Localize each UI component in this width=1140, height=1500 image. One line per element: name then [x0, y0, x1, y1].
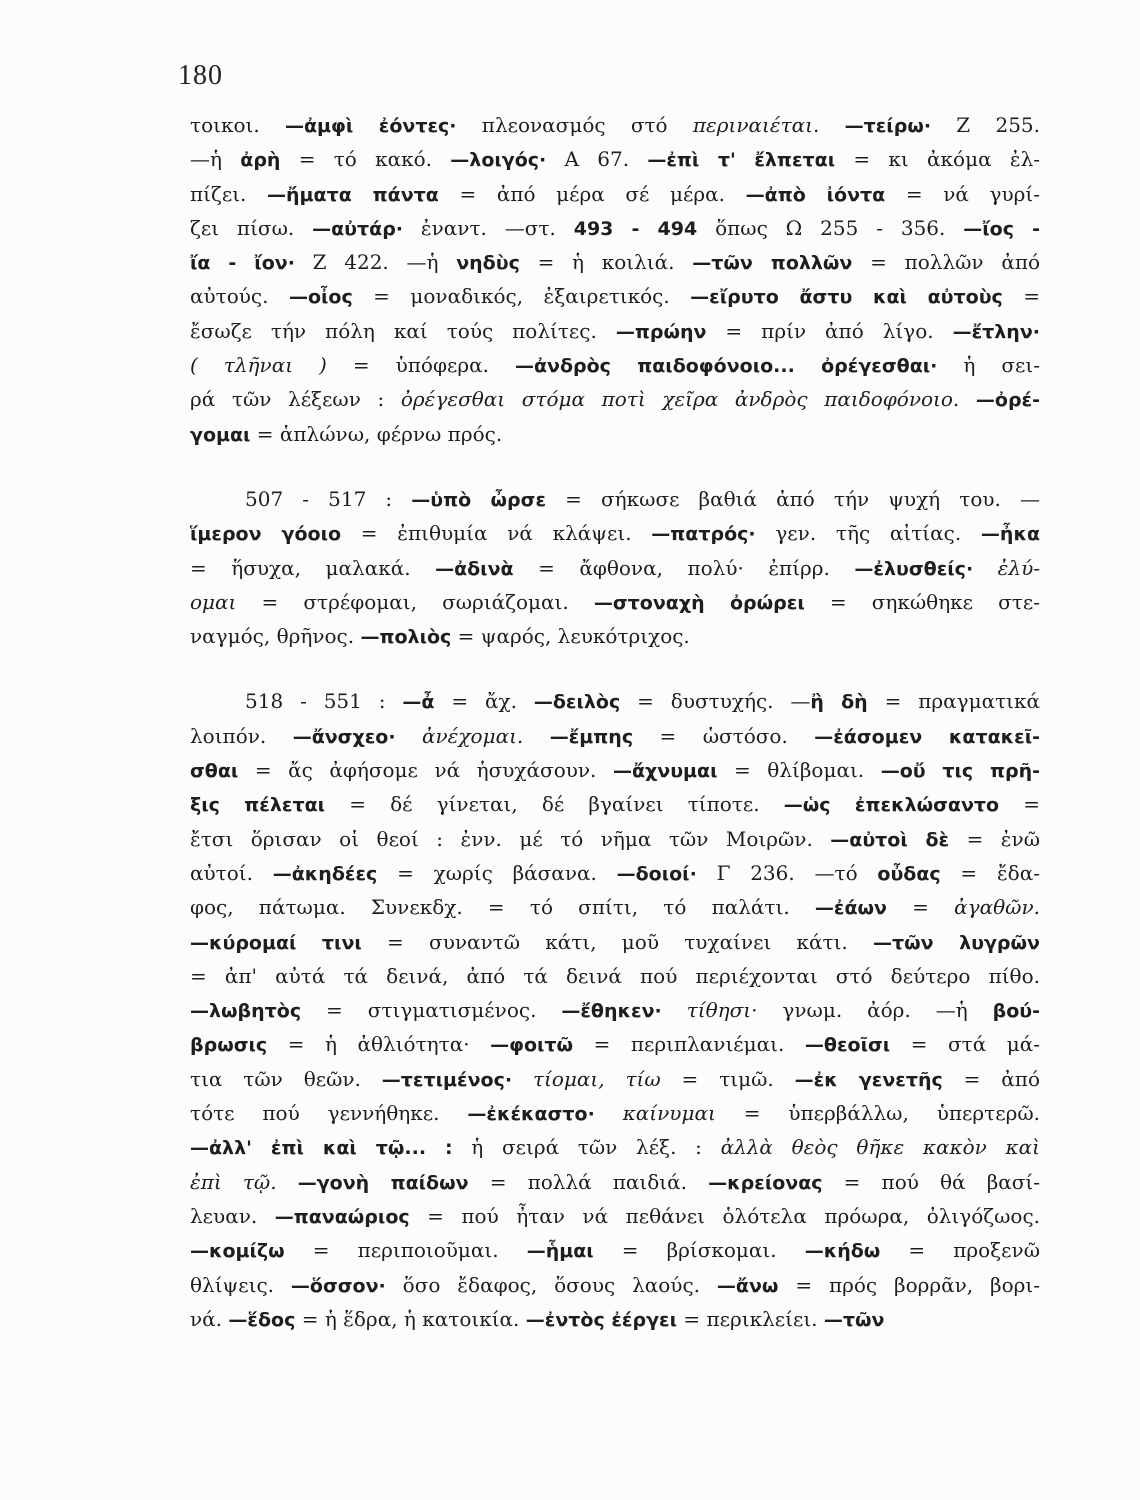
gloss-text: ἡ σειρά τῶν λέξ. :: [452, 1135, 721, 1160]
paragraph-gap: [190, 451, 1040, 482]
text-line: [190, 1233, 1040, 1267]
gloss-text: 518 - 551 :: [245, 689, 403, 714]
gloss-text: = κι ἀκόμα ἐλ-: [835, 147, 1040, 172]
text-line: [190, 1302, 1040, 1336]
gloss-text: = περιποιοῦμαι.: [284, 1238, 527, 1263]
gloss-text: [595, 1101, 623, 1125]
gloss-text: ἐναντ. —στ.: [403, 215, 574, 240]
lemma-term: —ἐπὶ τ' ἔλπεται: [647, 149, 836, 172]
gloss-text: =: [886, 895, 955, 920]
text-line: [190, 684, 1040, 718]
lemma-term: —ὀρέ-: [975, 389, 1040, 412]
gloss-text: = δυστυχής. —: [620, 689, 811, 714]
lemma-term: —παναώριος: [274, 1205, 410, 1228]
gloss-text: = στιγματισμένος.: [301, 998, 562, 1023]
text-line: [190, 279, 1040, 313]
lemma-term: —ἔμπης: [549, 725, 634, 748]
text-line: [190, 787, 1040, 821]
lemma-term: —ἀνδρὸς παιδοφόνοιο... ὀρέγεσθαι·: [514, 355, 938, 378]
gloss-text: = ἀπό: [942, 1066, 1040, 1091]
italic-text: περιναιέται.: [692, 113, 820, 137]
gloss-text: = ἄχ.: [434, 689, 534, 714]
italic-text: ἐπὶ τῷ.: [190, 1169, 277, 1194]
lemma-term: οὖδας: [877, 862, 941, 885]
gloss-text: πίζει.: [190, 181, 268, 206]
lemma-term: —στοναχὴ ὀρώρει: [593, 591, 805, 614]
italic-text: τίθησι·: [686, 998, 758, 1023]
gloss-text: αὐτοί.: [190, 860, 273, 885]
lemma-term: —ἀλλ' ἐπὶ καὶ τῷ... :: [190, 1137, 453, 1160]
text-line: [190, 585, 1040, 619]
gloss-text: ἔτσι ὅρισαν οἱ θεοί : ἐνν. μέ τό νῆμα τῶν Μοιρῶν.: [190, 826, 831, 851]
gloss-text: =: [1002, 284, 1040, 309]
gloss-text: Ζ 255.: [931, 113, 1040, 137]
text-line: [190, 1199, 1040, 1233]
lemma-term: —εἴρυτο ἄστυ καὶ αὐτοὺς: [690, 286, 1003, 309]
gloss-text: τότε πού γεννήθηκε.: [190, 1101, 468, 1126]
gloss-text: = πού ἦταν νά πεθάνει ὁλότελα πρόωρα, ὀλιγόζωος.: [409, 1203, 1040, 1228]
gloss-text: = σηκώθηκε στε-: [804, 589, 1040, 614]
italic-text: ἐλύ-: [997, 555, 1040, 580]
gloss-text: = πού θά βασί-: [822, 1169, 1040, 1194]
lemma-term: —λοιγός·: [450, 149, 547, 172]
lemma-term: —ἐάσομεν κατακεῖ-: [814, 725, 1040, 748]
gloss-text: = νά γυρί-: [885, 181, 1040, 206]
text-line: [190, 348, 1040, 382]
page-number: 180: [178, 60, 223, 91]
lemma-term: —ἆ: [402, 691, 435, 714]
italic-text: ἀνέχομαι.: [422, 723, 524, 748]
lemma-term: —ἐάων: [814, 897, 887, 920]
lemma-term: —κήδω: [804, 1240, 881, 1263]
gloss-text: = ἀπό μέρα σέ μέρα.: [438, 181, 746, 206]
gloss-text: ἔσωζε τήν πόλη καί τούς πολίτες.: [190, 318, 616, 343]
gloss-text: = μοναδικός, ἐξαιρετικός.: [352, 284, 691, 309]
text-line: [190, 1268, 1040, 1302]
text-line: [190, 925, 1040, 959]
gloss-text: τια τῶν θεῶν.: [190, 1066, 382, 1091]
gloss-text: = ἐνῶ: [949, 826, 1040, 851]
italic-text: τίομαι, τίω: [532, 1066, 661, 1091]
lemma-term: —λωβητὸς: [190, 1000, 302, 1023]
lemma-term: —τῶν: [823, 1308, 885, 1331]
gloss-text: = στρέφομαι, σωριάζομαι.: [236, 589, 594, 614]
text-line: [190, 382, 1040, 416]
lemma-term: —φοιτῶ: [490, 1034, 574, 1057]
gloss-text: = ἀπ' αὐτά τά δεινά, ἀπό τά δεινά πού περιέχονται στό δεύτερο πίθο.: [190, 963, 1040, 988]
lemma-term: —ὑπὸ ὦρσε: [411, 488, 547, 511]
lemma-term: —ἔτλην·: [952, 320, 1040, 343]
lemma-term: σθαι: [190, 760, 239, 783]
lemma-term: —γονὴ παίδων: [297, 1171, 469, 1194]
text-line: [190, 1062, 1040, 1096]
gloss-text: —ἡ: [190, 147, 241, 172]
gloss-text: γεν. τῆς αἰτίας.: [755, 521, 981, 546]
gloss-text: = ἡ ἕδρα, ἡ κατοικία.: [295, 1306, 526, 1331]
commentary-text: [190, 108, 1040, 1336]
gloss-text: [523, 724, 549, 748]
lemma-term: —αὐτάρ·: [312, 217, 404, 240]
italic-text: καίνυμαι: [622, 1101, 716, 1126]
gloss-text: = ὑπερβάλλω, ὑπερτερῶ.: [715, 1101, 1040, 1126]
text-line: [190, 551, 1040, 585]
gloss-text: φος, πάτωμα. Συνεκδχ. = τό σπίτι, τό παλάτι.: [190, 895, 815, 920]
lemma-term: γομαι: [190, 423, 251, 446]
lemma-term: —θεοῖσι: [804, 1034, 891, 1057]
text-line: [190, 516, 1040, 550]
gloss-text: = ἄς ἀφήσομε νά ἡσυχάσουν.: [238, 758, 613, 783]
text-line: [190, 1165, 1040, 1199]
text-line: [190, 1027, 1040, 1061]
gloss-text: νά.: [190, 1306, 229, 1331]
lemma-term: —τείρω·: [844, 115, 932, 137]
lemma-term: —ὡς ἐπεκλώσαντο: [783, 794, 1000, 817]
text-line: [190, 108, 1040, 142]
gloss-text: [512, 1067, 533, 1091]
text-line: [190, 822, 1040, 856]
italic-text: ομαι: [190, 589, 237, 614]
gloss-text: = ὡστόσο.: [633, 723, 815, 748]
lemma-term: —πατρός·: [651, 523, 756, 546]
gloss-text: = ἐπιθυμία νά κλάψει.: [341, 521, 652, 546]
gloss-text: λοιπόν.: [190, 723, 293, 748]
lemma-term: —δειλὸς: [533, 691, 621, 714]
gloss-text: = ἄφθονα, πολύ· ἐπίρρ.: [513, 555, 855, 580]
text-line: [190, 1096, 1040, 1130]
gloss-text: πλεονασμός στό: [456, 113, 693, 137]
italic-text: ὀρέγεσθαι στόμα ποτὶ χεῖρα ἀνδρὸς παιδοφόνοιο.: [400, 387, 960, 412]
gloss-text: = στά μά-: [890, 1032, 1040, 1057]
gloss-text: =: [999, 792, 1040, 817]
gloss-text: Γ 236. —τό: [696, 860, 878, 885]
lemma-term: —οὔ τις πρῆ-: [880, 760, 1040, 783]
gloss-text: ζει πίσω.: [190, 215, 313, 240]
lemma-term: ἀρὴ: [240, 149, 281, 172]
gloss-text: = πρίν ἀπό λίγο.: [706, 318, 953, 343]
lemma-term: —ἀκηδέες: [272, 862, 378, 885]
gloss-text: θλίψεις.: [190, 1272, 291, 1297]
text-line: [190, 142, 1040, 176]
gloss-text: [396, 724, 422, 748]
paragraph-gap: [190, 653, 1040, 684]
gloss-text: αὐτούς.: [190, 284, 289, 309]
gloss-text: [819, 113, 844, 137]
gloss-text: = πραγματικά: [867, 689, 1040, 714]
gloss-text: Ζ 422. —ἡ: [294, 250, 457, 275]
text-line: [190, 619, 1040, 653]
lemma-term: —ἕδος: [228, 1308, 296, 1331]
text-line: [190, 1130, 1040, 1164]
italic-text: ( τλῆναι ): [190, 353, 327, 378]
gloss-text: = ἥσυχα, μαλακά.: [190, 555, 436, 580]
gloss-text: = ἡ κοιλιά.: [519, 250, 693, 275]
gloss-text: = προξενῶ: [880, 1238, 1040, 1263]
lemma-term: βρωσις: [190, 1034, 268, 1057]
lemma-term: —ἤματα πάντα: [267, 183, 439, 206]
lemma-term: ἴα - ἴον·: [190, 252, 295, 275]
gloss-text: λευαν.: [190, 1203, 275, 1228]
text-line: [190, 993, 1040, 1027]
gloss-text: = τιμῶ.: [660, 1066, 795, 1091]
text-line: [190, 890, 1040, 924]
lemma-term: —αὐτοὶ δὲ: [830, 828, 950, 851]
lemma-term: —οἶος: [288, 286, 353, 309]
lemma-term: βού-: [992, 1000, 1040, 1023]
gloss-text: = ὑπόφερα.: [326, 353, 515, 378]
text-line: [190, 245, 1040, 279]
text-line: [190, 719, 1040, 753]
lemma-term: —τῶν πολλῶν: [692, 252, 853, 275]
text-line: [190, 856, 1040, 890]
lemma-term: —κρείονας: [708, 1171, 823, 1194]
lemma-term: 493 - 494: [573, 217, 698, 240]
lemma-term: —ἐκέκαστο·: [467, 1103, 595, 1126]
lemma-term: —ἄνω: [716, 1274, 779, 1297]
lemma-term: νηδὺς: [456, 252, 520, 275]
lemma-term: —κύρομαί τινι: [190, 931, 362, 954]
gloss-text: = πρός βορρᾶν, βορι-: [778, 1272, 1040, 1297]
italic-text: ἀλλὰ θεὸς θῆκε κακὸν καὶ: [720, 1135, 1040, 1160]
lemma-term: —ὅσσον·: [290, 1274, 386, 1297]
gloss-text: ρά τῶν λέξεων :: [190, 387, 401, 412]
gloss-text: = σήκωσε βαθιά ἀπό τήν ψυχή του. —: [546, 486, 1040, 511]
gloss-text: ὅσο ἔδαφος, ὅσους λαούς.: [385, 1272, 717, 1297]
gloss-text: [662, 998, 687, 1022]
gloss-text: 507 - 517 :: [245, 486, 412, 511]
gloss-text: = περικλείει.: [677, 1306, 824, 1331]
lemma-term: —τετιμένος·: [381, 1068, 513, 1091]
text-line: [190, 753, 1040, 787]
lemma-term: —δοιοί·: [616, 862, 697, 885]
gloss-text: = περιπλανιέμαι.: [573, 1032, 805, 1057]
gloss-text: [277, 1170, 298, 1194]
lemma-term: —ἐκ γενετῆς: [794, 1068, 943, 1091]
gloss-text: τοικοι.: [190, 113, 285, 137]
gloss-text: ἡ σει-: [937, 353, 1040, 378]
lemma-term: —ἄνσχεο·: [292, 725, 396, 748]
lemma-term: —τῶν λυγρῶν: [873, 931, 1040, 954]
text-line: [190, 417, 1040, 451]
lemma-term: —ἀμφὶ ἐόντες·: [284, 115, 457, 137]
gloss-text: = συναντῶ κάτι, μοῦ τυχαίνει κάτι.: [361, 929, 874, 954]
lemma-term: —ἐλυσθείς·: [854, 557, 974, 580]
text-line: [190, 211, 1040, 245]
gloss-text: ναγμός, θρῆνος.: [190, 624, 361, 649]
lemma-term: —ἀπὸ ἰόντα: [745, 183, 886, 206]
gloss-text: = πολλῶν ἀπό: [852, 250, 1040, 275]
lemma-term: —ἧμαι: [526, 1240, 594, 1263]
lemma-term: —κομίζω: [190, 1240, 285, 1263]
text-line: [190, 959, 1040, 993]
lemma-term: —πρώην: [615, 320, 707, 343]
lemma-term: —ἴος -: [963, 217, 1040, 240]
lemma-term: ἵμερον γόοιο: [190, 523, 342, 546]
gloss-text: = θλίβομαι.: [717, 758, 881, 783]
lemma-term: —ἦκα: [980, 523, 1040, 546]
gloss-text: = πολλά παιδιά.: [468, 1169, 709, 1194]
gloss-text: Α 67.: [546, 147, 648, 172]
text-line: [190, 177, 1040, 211]
gloss-text: [959, 387, 976, 411]
gloss-text: = χωρίς βάσανα.: [377, 860, 617, 885]
lemma-term: —ἐντὸς ἐέργει: [525, 1308, 678, 1331]
text-line: [190, 482, 1040, 516]
gloss-text: = τό κακό.: [280, 147, 451, 172]
italic-text: ἀγαθῶν.: [954, 895, 1040, 920]
gloss-text: = ψαρός, λευκότριχος.: [451, 624, 690, 649]
lemma-term: —ἔθηκεν·: [561, 1000, 662, 1023]
gloss-text: γνωμ. ἀόρ. —ἡ: [757, 998, 993, 1023]
lemma-term: —ἄχνυμαι: [612, 760, 718, 783]
lemma-term: —πολιὸς: [360, 626, 452, 649]
gloss-text: = ἡ ἀθλιότητα·: [267, 1032, 491, 1057]
lemma-term: —ἀδινὰ: [435, 557, 514, 580]
lemma-term: ξις πέλεται: [190, 794, 326, 817]
lemma-term: ἢ δὴ: [810, 691, 868, 714]
gloss-text: [973, 556, 998, 580]
gloss-text: = βρίσκομαι.: [593, 1238, 805, 1263]
gloss-text: = ἁπλώνω, φέρνω πρός.: [250, 421, 503, 446]
text-line: [190, 314, 1040, 348]
gloss-text: ὅπως Ω 255 - 356.: [697, 215, 964, 240]
gloss-text: = δέ γίνεται, δέ βγαίνει τίποτε.: [325, 792, 784, 817]
gloss-text: = ἔδα-: [940, 860, 1040, 885]
